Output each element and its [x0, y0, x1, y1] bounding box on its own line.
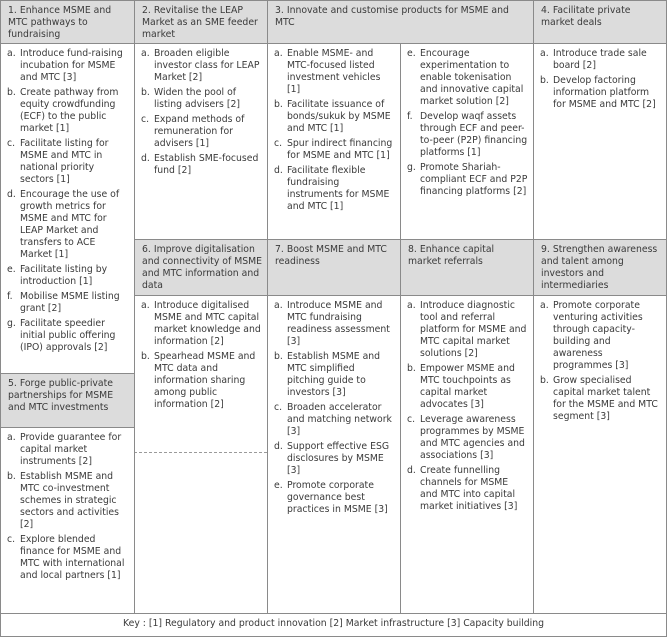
list-item	[540, 375, 661, 423]
item-marker: e.	[407, 48, 416, 59]
item-marker: a.	[540, 48, 549, 59]
item-marker: e.	[7, 264, 16, 275]
section-5-body	[1, 428, 134, 613]
list-item	[141, 351, 262, 411]
list-item	[274, 402, 395, 438]
section-6-header	[135, 240, 267, 295]
item-text: Promote corporate governance best practices in MSME [3]	[287, 480, 388, 515]
list-item	[407, 414, 528, 462]
section-9-header	[534, 240, 666, 295]
list-item	[407, 465, 528, 513]
item-text: Create pathway from equity crowdfunding (ECF) to the public market [1]	[20, 87, 119, 134]
section-number: 5.	[8, 378, 17, 389]
section-title: Boost MSME and MTC readiness	[275, 244, 387, 267]
list-item	[407, 300, 528, 360]
item-marker: b.	[540, 375, 549, 386]
item-text: Create funnelling channels for MSME and MTC into capital market initiatives [3]	[420, 465, 518, 512]
section-1-body	[1, 44, 134, 374]
list-item	[7, 291, 129, 315]
item-marker: a.	[7, 432, 16, 443]
item-marker: a.	[7, 48, 16, 59]
item-text: Introduce fund-raising incubation for MSME and MTC [3]	[20, 48, 123, 83]
item-marker: g.	[407, 162, 416, 173]
section-title: Enhance MSME and MTC pathways to fundraising	[8, 5, 112, 40]
section-number: 8.	[408, 244, 417, 255]
section-3-body-right	[401, 44, 533, 240]
list-item	[274, 441, 395, 477]
initiative-list	[407, 48, 528, 198]
item-marker: b.	[407, 363, 416, 374]
section-6-body	[135, 296, 267, 451]
item-marker: e.	[274, 480, 283, 491]
item-text: Facilitate issuance of bonds/sukuk by MSME and MTC [1]	[287, 99, 391, 134]
legend-key: Key : [1] Regulatory and product innovation [2] Market infrastructure [3] Capacity building	[122, 618, 545, 629]
item-marker: a.	[141, 300, 150, 311]
item-marker: d.	[141, 153, 150, 164]
item-marker: a.	[274, 48, 283, 59]
item-text: Grow specialised capital market talent for the MSME and MTC segment [3]	[553, 375, 658, 422]
initiative-list	[141, 300, 262, 411]
section-3-body-left	[268, 44, 400, 240]
list-item	[141, 87, 262, 111]
list-item	[274, 300, 395, 348]
item-marker: b.	[274, 351, 283, 362]
item-text: Explore blended finance for MSME and MTC with international and local partners [1]	[20, 534, 125, 581]
item-text: Broaden accelerator and matching network [3]	[287, 402, 392, 437]
item-text: Facilitate flexible fundraising instruments for MSME and MTC [1]	[287, 165, 390, 212]
list-item	[540, 300, 661, 372]
section-title: Enhance capital market referrals	[408, 244, 495, 267]
section-4-header	[534, 1, 666, 43]
item-marker: a.	[540, 300, 549, 311]
item-marker: d.	[7, 189, 16, 200]
item-text: Leverage awareness programmes by MSME and MTC agencies and associations [3]	[420, 414, 525, 461]
list-item	[407, 162, 528, 198]
item-text: Introduce MSME and MTC fundraising readiness assessment [3]	[287, 300, 390, 347]
list-item	[407, 48, 528, 108]
list-item	[274, 99, 395, 135]
section-7-body	[268, 296, 400, 613]
section-number: 6.	[142, 244, 151, 255]
list-item	[274, 480, 395, 516]
item-marker: d.	[407, 465, 416, 476]
item-text: Introduce digitalised MSME and MTC capital market knowledge and information [2]	[154, 300, 261, 347]
section-title: Improve digitalisation and connectivity of MSME and MTC information and data	[142, 244, 263, 291]
list-item	[7, 471, 129, 531]
section-title: Facilitate private market deals	[541, 5, 631, 28]
item-text: Facilitate listing by introduction [1]	[20, 264, 108, 287]
section-5-top-divider	[0, 373, 134, 374]
list-item	[141, 48, 262, 84]
table-left-border	[0, 0, 1, 637]
item-text: Spur indirect financing for MSME and MTC [1]	[287, 138, 393, 161]
item-text: Empower MSME and MTC touchpoints as capital market advocates [3]	[420, 363, 515, 410]
section-number: 1.	[8, 5, 17, 16]
item-text: Enable MSME- and MTC-focused listed investment vehicles [1]	[287, 48, 381, 95]
item-text: Establish SME-focused fund [2]	[154, 153, 259, 176]
column-divider-1	[134, 0, 135, 614]
item-text: Promote corporate venturing activities through capacity-building and awareness programmes [3]	[553, 300, 643, 371]
item-text: Introduce diagnostic tool and referral platform for MSME and MTC capital market solutions [2]	[420, 300, 527, 359]
item-marker: b.	[274, 99, 283, 110]
item-text: Expand methods of remuneration for advisers [1]	[154, 114, 245, 149]
item-text: Facilitate speedier initial public offering (IPO) approvals [2]	[20, 318, 116, 353]
section-number: 4.	[541, 5, 550, 16]
item-marker: b.	[141, 87, 150, 98]
item-text: Broaden eligible investor class for LEAP Market [2]	[154, 48, 260, 83]
section-title: Revitalise the LEAP Market as an SME feeder market	[142, 5, 258, 40]
list-item	[7, 87, 129, 135]
section-5-header	[1, 374, 134, 427]
list-item	[7, 534, 129, 582]
list-item	[274, 165, 395, 213]
initiative-list	[540, 48, 661, 111]
section-3-header	[268, 1, 533, 43]
item-marker: a.	[141, 48, 150, 59]
item-marker: a.	[407, 300, 416, 311]
section-title: Innovate and customise products for MSME and MTC	[275, 5, 509, 28]
item-marker: b.	[141, 351, 150, 362]
section-number: 2.	[142, 5, 151, 16]
list-item	[540, 75, 661, 111]
section-title: Strengthen awareness and talent among investors and intermediaries	[541, 244, 658, 291]
list-item	[141, 153, 262, 177]
list-item	[540, 48, 661, 72]
item-text: Establish MSME and MTC simplified pitching guide to investors [3]	[287, 351, 381, 398]
item-text: Spearhead MSME and MTC data and information sharing among public information [2]	[154, 351, 256, 410]
initiative-list	[274, 300, 395, 516]
section-title: Forge public-private partnerships for MSME and MTC investments	[8, 378, 114, 413]
header-row-divider	[0, 43, 667, 44]
item-text: Encourage the use of growth metrics for MSME and MTC for LEAP Market and transfers to ACE Market [1]	[20, 189, 120, 260]
item-marker: c.	[141, 114, 150, 125]
item-marker: c.	[7, 534, 16, 545]
column-divider-2	[267, 0, 268, 614]
item-text: Develop waqf assets through ECF and peer-to-peer (P2P) financing platforms [1]	[420, 111, 528, 158]
section-8-header	[401, 240, 533, 295]
list-item	[7, 264, 129, 288]
section-2-body	[135, 44, 267, 240]
section-5-header-divider	[0, 427, 134, 428]
list-item	[7, 432, 129, 468]
list-item	[7, 189, 129, 261]
item-marker: g.	[7, 318, 16, 329]
item-marker: c.	[407, 414, 416, 425]
initiative-list	[407, 300, 528, 513]
list-item	[141, 300, 262, 348]
list-item	[7, 138, 129, 186]
item-marker: b.	[7, 471, 16, 482]
initiative-list	[7, 48, 129, 354]
section-2-header	[135, 1, 267, 43]
item-marker: b.	[540, 75, 549, 86]
item-marker: c.	[274, 138, 283, 149]
item-text: Encourage experimentation to enable tokenisation and innovative capital market solution [2]	[420, 48, 524, 107]
item-marker: d.	[274, 165, 283, 176]
item-marker: c.	[7, 138, 16, 149]
initiative-list	[141, 48, 262, 177]
initiative-list	[7, 432, 129, 582]
column-divider-4	[533, 0, 534, 614]
item-marker: c.	[274, 402, 283, 413]
list-item	[407, 363, 528, 411]
section-number: 7.	[275, 244, 284, 255]
item-text: Establish MSME and MTC co-investment schemes in strategic sectors and activities [2]	[20, 471, 119, 530]
list-item	[274, 48, 395, 96]
list-item	[274, 351, 395, 399]
section-4-body	[534, 44, 666, 240]
item-text: Widen the pool of listing advisers [2]	[154, 87, 241, 110]
item-text: Support effective ESG disclosures by MSME [3]	[287, 441, 390, 476]
item-marker: f.	[407, 111, 413, 122]
section-7-header	[268, 240, 400, 295]
item-text: Mobilise MSME listing grant [2]	[20, 291, 120, 314]
item-text: Provide guarantee for capital market instruments [2]	[20, 432, 122, 467]
item-marker: d.	[274, 441, 283, 452]
list-item	[274, 138, 395, 162]
item-marker: b.	[7, 87, 16, 98]
item-text: Promote Shariah-compliant ECF and P2P financing platforms [2]	[420, 162, 528, 197]
section-1-header	[1, 1, 134, 43]
initiative-list	[274, 48, 395, 213]
item-marker: f.	[7, 291, 13, 302]
column-divider-3	[400, 43, 401, 614]
item-text: Introduce trade sale board [2]	[553, 48, 647, 71]
item-text: Facilitate listing for MSME and MTC in national priority sectors [1]	[20, 138, 109, 185]
initiative-list	[540, 300, 661, 423]
item-text: Develop factoring information platform for MSME and MTC [2]	[553, 75, 656, 110]
list-item	[141, 114, 262, 150]
dashed-divider	[134, 452, 267, 453]
list-item	[407, 111, 528, 159]
section-number: 3.	[275, 5, 284, 16]
section-number: 9.	[541, 244, 550, 255]
item-marker: a.	[274, 300, 283, 311]
section-9-body	[534, 296, 666, 613]
list-item	[7, 48, 129, 84]
table-top-border	[0, 0, 667, 1]
section-8-body	[401, 296, 533, 613]
list-item	[7, 318, 129, 354]
